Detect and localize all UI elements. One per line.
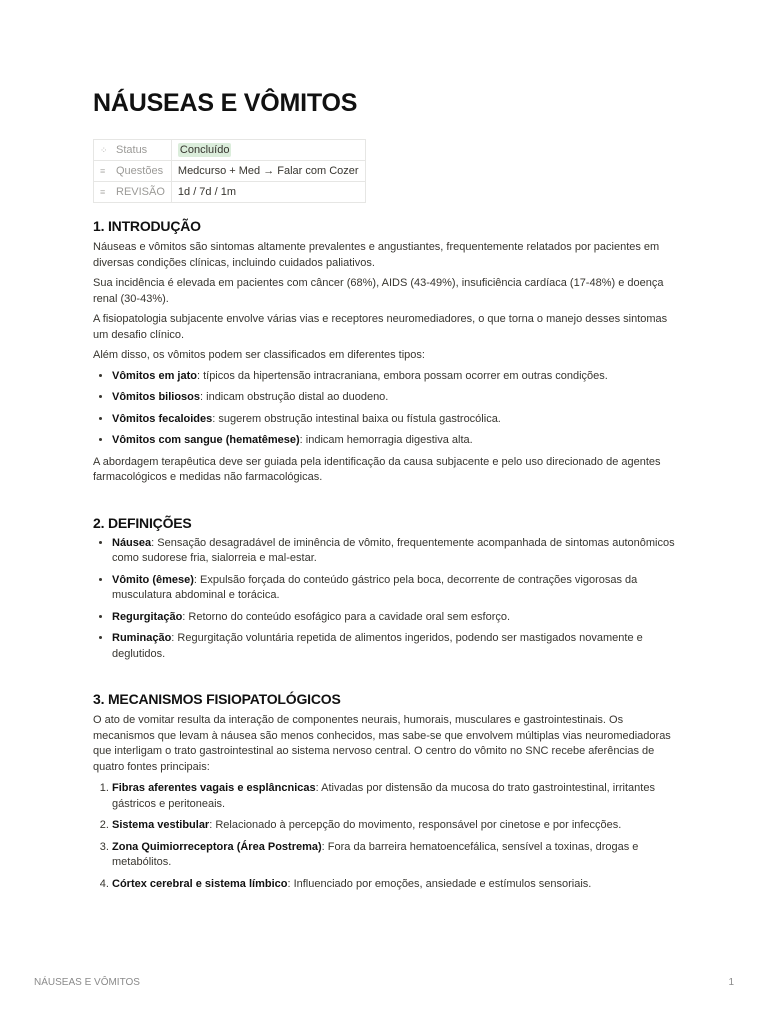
footer-title: NÁUSEAS E VÔMITOS: [34, 977, 140, 988]
property-value: 1d / 7d / 1m: [171, 182, 365, 203]
list-item: • Náusea: Sensação desagradável de iminência de vômito, frequentemente acompanhada de sintomas autonômicos como sudorese fria, sialorreia e mal-estar.: [112, 536, 683, 567]
properties-table: [93, 139, 366, 203]
page-title: NÁUSEAS E VÔMITOS: [93, 89, 358, 117]
status-icon: ⁘: [100, 145, 108, 155]
mechanisms-list: [93, 781, 683, 892]
list-item: • Vômitos biliosos: indicam obstrução distal ao duodeno.: [112, 390, 683, 406]
section-heading-definicoes: 2. DEFINIÇÕES: [93, 514, 192, 531]
list-icon: ≡: [100, 166, 106, 176]
list-item: 2. Sistema vestibular: Relacionado à percepção do movimento, responsável por cinetose e por infecções.: [112, 818, 683, 834]
paragraph: O ato de vomitar resulta da interação de componentes neurais, humorais, musculares e gastrointestinais. Os mecanismos que levam à náusea são menos conhecidos, mas sabe-se que envolvem múltiplas vias neuromediadoras que interligam o trato gastrointestinal ao sistema nervoso central. O centro do vômito no SNC recebe aferências de quatro fontes principais:: [93, 714, 671, 773]
property-key: ≡ REVISÃO: [94, 182, 172, 203]
list-icon: ≡: [100, 187, 106, 197]
list-item: • Regurgitação: Retorno do conteúdo esofágico para a cavidade oral sem esforço.: [112, 610, 683, 626]
list-item: • Vômito (êmese): Expulsão forçada do conteúdo gástrico pela boca, decorrente de contrações vigorosas da musculatura abdominal e torácica.: [112, 573, 683, 604]
page-content: [93, 86, 683, 892]
property-row-questoes: [94, 161, 366, 182]
status-badge: Concluído: [179, 144, 230, 156]
paragraph: Além disso, os vômitos podem ser classificados em diferentes tipos:: [93, 349, 425, 361]
section-heading-mecanismos: 3. MECANISMOS FISIOPATOLÓGICOS: [93, 691, 341, 707]
list-item: 3. Zona Quimiorreceptora (Área Postrema): Fora da barreira hematoencefálica, sensível a toxinas, drogas e metabólitos.: [112, 840, 683, 871]
footer-page-number: 1: [728, 977, 734, 988]
paragraph: A fisiopatologia subjacente envolve várias vias e receptores neuromediadores, o que torna o manejo desses sintomas um desafio clínico.: [93, 313, 668, 341]
paragraph: A abordagem terapêutica deve ser guiada pela identificação da causa subjacente e pelo uso direcionado de agentes farmacológicos e medidas não farmacológicas.: [93, 455, 661, 483]
paragraph: Sua incidência é elevada em pacientes com câncer (68%), AIDS (43-49%), insuficiência cardíaca (17-48%) e doença renal (30-43%).: [93, 277, 664, 305]
property-row-status: [94, 140, 366, 161]
property-row-revisao: [94, 182, 366, 203]
list-item: • Vômitos com sangue (hematêmese): indicam hemorragia digestiva alta.: [112, 433, 683, 449]
list-item: • Ruminação: Regurgitação voluntária repetida de alimentos ingeridos, podendo ser mastigados novamente e deglutidos.: [112, 631, 683, 662]
vomit-types-list: [93, 369, 683, 449]
property-key: ⁘ Status: [94, 140, 172, 161]
property-value: Medcurso + Med → Falar com Cozer: [171, 161, 365, 182]
list-item: • Vômitos fecaloides: sugerem obstrução intestinal baixa ou fístula gastrocólica.: [112, 412, 683, 428]
property-value: [171, 140, 365, 161]
section-heading-introducao: 1. INTRODUÇÃO: [93, 218, 201, 234]
definitions-list: [93, 536, 683, 663]
list-item: • Vômitos em jato: típicos da hipertensão intracraniana, embora possam ocorrer em outras condições.: [112, 369, 683, 385]
list-item: 1. Fibras aferentes vagais e esplâncnicas: Ativadas por distensão da mucosa do trato gastrointestinal, irritantes gástricos e peritoneais.: [112, 781, 683, 812]
list-item: 4. Córtex cerebral e sistema límbico: Influenciado por emoções, ansiedade e estímulos sensoriais.: [112, 877, 683, 893]
paragraph: Náuseas e vômitos são sintomas altamente prevalentes e angustiantes, frequentemente relatados por pacientes em diversas condições clínicas, incluindo cuidados paliativos.: [93, 241, 660, 269]
property-key: ≡ Questões: [94, 161, 172, 182]
